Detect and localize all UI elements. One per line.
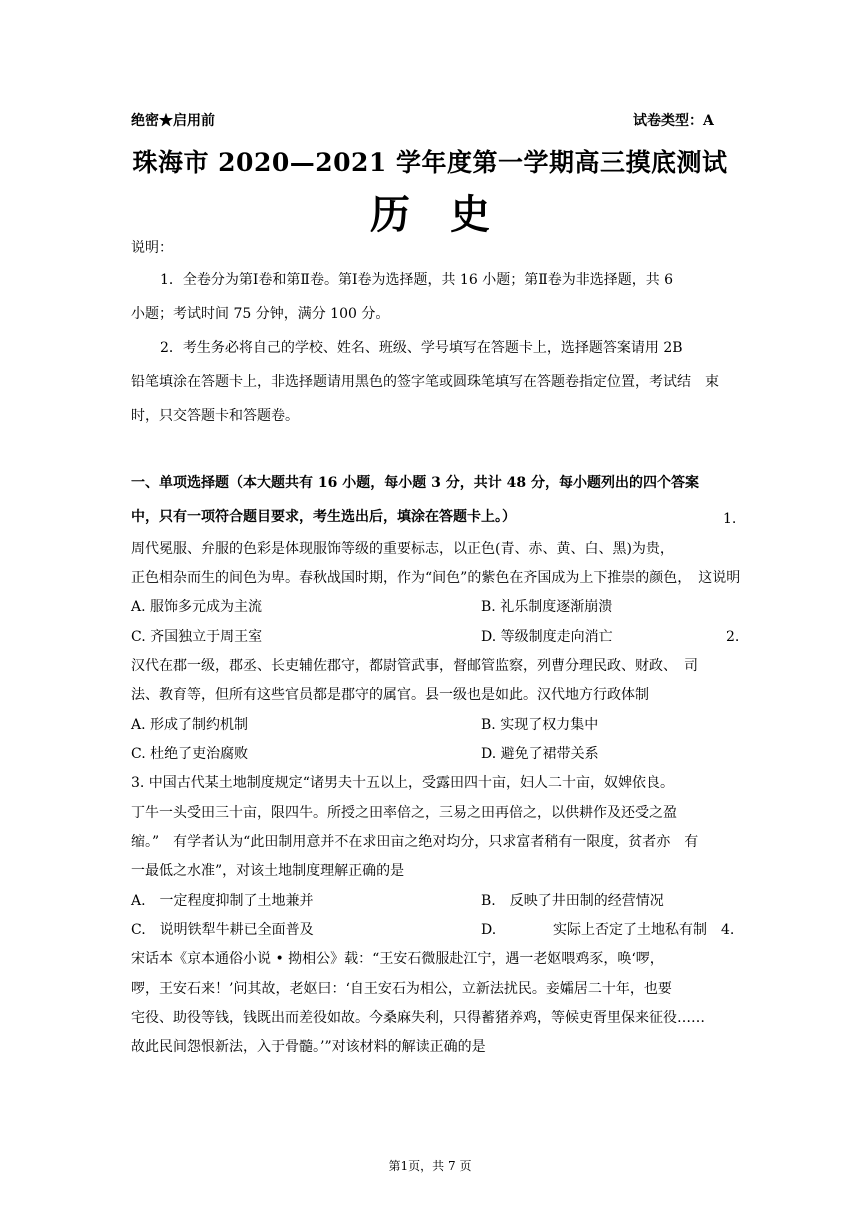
question-2-option-c: C. 杜绝了吏治腐败 xyxy=(131,746,249,762)
instruction-1-line-1: 1．全卷分为第Ⅰ卷和第Ⅱ卷。第Ⅰ卷为选择题，共 16 小题；第Ⅱ卷为非选择题，共 6 xyxy=(160,272,674,288)
question-1-line-2: 正色相杂而生的间色为卑。春秋战国时期，作为“间色”的紫色在齐国成为上下推崇的颜色， 这说明 xyxy=(131,570,741,586)
subject-title: 历史 xyxy=(370,191,530,238)
instructions-label: 说明： xyxy=(131,240,173,256)
section-heading-line-2: 中，只有一项符合题目要求，考生选出后，填涂在答题卡上。） xyxy=(131,509,516,525)
question-4-line-1: 宋话本《京本通俗小说 • 拗相公》载：“王安石微服赴江宁，遇一老妪喂鸡豕，唤‘啰， xyxy=(131,951,664,967)
question-4-line-2: 啰，王安石来！’问其故，老妪曰：‘自王安石为相公，立新法扰民。妾孀居二十年，也要 xyxy=(131,981,672,997)
question-4-number: 4. xyxy=(721,922,735,938)
question-3-option-b: B. 反映了井田制的经营情况 xyxy=(481,893,664,909)
question-2-option-d: D. 避免了裙带关系 xyxy=(481,746,599,762)
question-3-line-2: 丁牛一头受田三十亩，限四牛。所授之田率倍之，三易之田再倍之，以供耕作及还受之盈 xyxy=(131,805,677,821)
question-3-option-d-prefix: D. xyxy=(481,922,497,938)
question-3-line-1: 3. 中国古代某土地制度规定“诸男夫十五以上，受露田四十亩，妇人二十亩，奴婢依良。 xyxy=(131,775,674,791)
question-3-line-4: 一最低之水准”，对该土地制度理解正确的是 xyxy=(131,863,405,879)
question-3-option-a: A. 一定程度抑制了土地兼并 xyxy=(131,893,314,909)
instruction-1-line-2: 小题；考试时间 75 分钟，满分 100 分。 xyxy=(131,306,390,322)
paper-type-label: 试卷类型：A xyxy=(633,113,714,129)
question-4-line-4: 故此民间怨恨新法，入于骨髓。’”对该材料的解读正确的是 xyxy=(131,1039,486,1055)
instruction-2-line-1: 2．考生务必将自己的学校、姓名、班级、学号填写在答题卡上，选择题答案请用 2B xyxy=(160,340,683,356)
question-3-option-d: 实际上否定了土地私有制 xyxy=(553,922,707,938)
question-2-option-a: A. 形成了制约机制 xyxy=(131,717,249,733)
question-2-line-2: 法、教育等，但所有这些官员都是郡守的属官。县一级也是如此。汉代地方行政体制 xyxy=(131,687,649,703)
question-4-line-3: 宅役、助役等钱，钱既出而差役如故。今桑麻失利，只得蓄猪养鸡，等候吏胥里保来征役…… xyxy=(131,1010,705,1026)
question-1-option-b: B. 礼乐制度逐渐崩溃 xyxy=(481,599,613,615)
question-1-line-1: 周代冕服、弁服的色彩是体现服饰等级的重要标志，以正色(青、赤、黄、白、黑)为贵， xyxy=(131,541,674,557)
question-1-number: 1. xyxy=(723,511,737,527)
page-title: 珠海市 2020—2021 学年度第一学期高三摸底测试 xyxy=(132,148,728,177)
question-1-option-c: C. 齐国独立于周王室 xyxy=(131,629,263,645)
question-2-option-b: B. 实现了权力集中 xyxy=(481,717,599,733)
section-heading-line-1: 一、单项选择题（本大题共有 16 小题，每小题 3 分，共计 48 分，每小题列出的四个答案 xyxy=(131,475,699,491)
question-1-option-d: D. 等级制度走向消亡 xyxy=(481,629,613,645)
confidential-label: 绝密★启用前 xyxy=(131,113,215,129)
instruction-2-line-2: 铅笔填涂在答题卡上，非选择题请用黑色的签字笔或圆珠笔填写在答题卷指定位置，考试结 束 xyxy=(131,374,719,390)
question-3-option-c: C. 说明铁犁牛耕已全面普及 xyxy=(131,922,314,938)
instruction-2-line-3: 时，只交答题卡和答题卷。 xyxy=(131,408,299,424)
question-1-option-a: A. 服饰多元成为主流 xyxy=(131,599,263,615)
question-3-line-3: 缩。” 有学者认为“此田制用意并不在求田亩之绝对均分，只求富者稍有一限度，贫者亦 有 xyxy=(131,834,699,850)
page-footer: 第1页，共 7 页 xyxy=(388,1159,472,1173)
question-2-number: 2. xyxy=(726,629,740,645)
question-2-line-1: 汉代在郡一级，郡丞、长吏辅佐郡守，都尉管武事，督邮管监察，列曹分理民政、财政、 司 xyxy=(131,658,698,674)
